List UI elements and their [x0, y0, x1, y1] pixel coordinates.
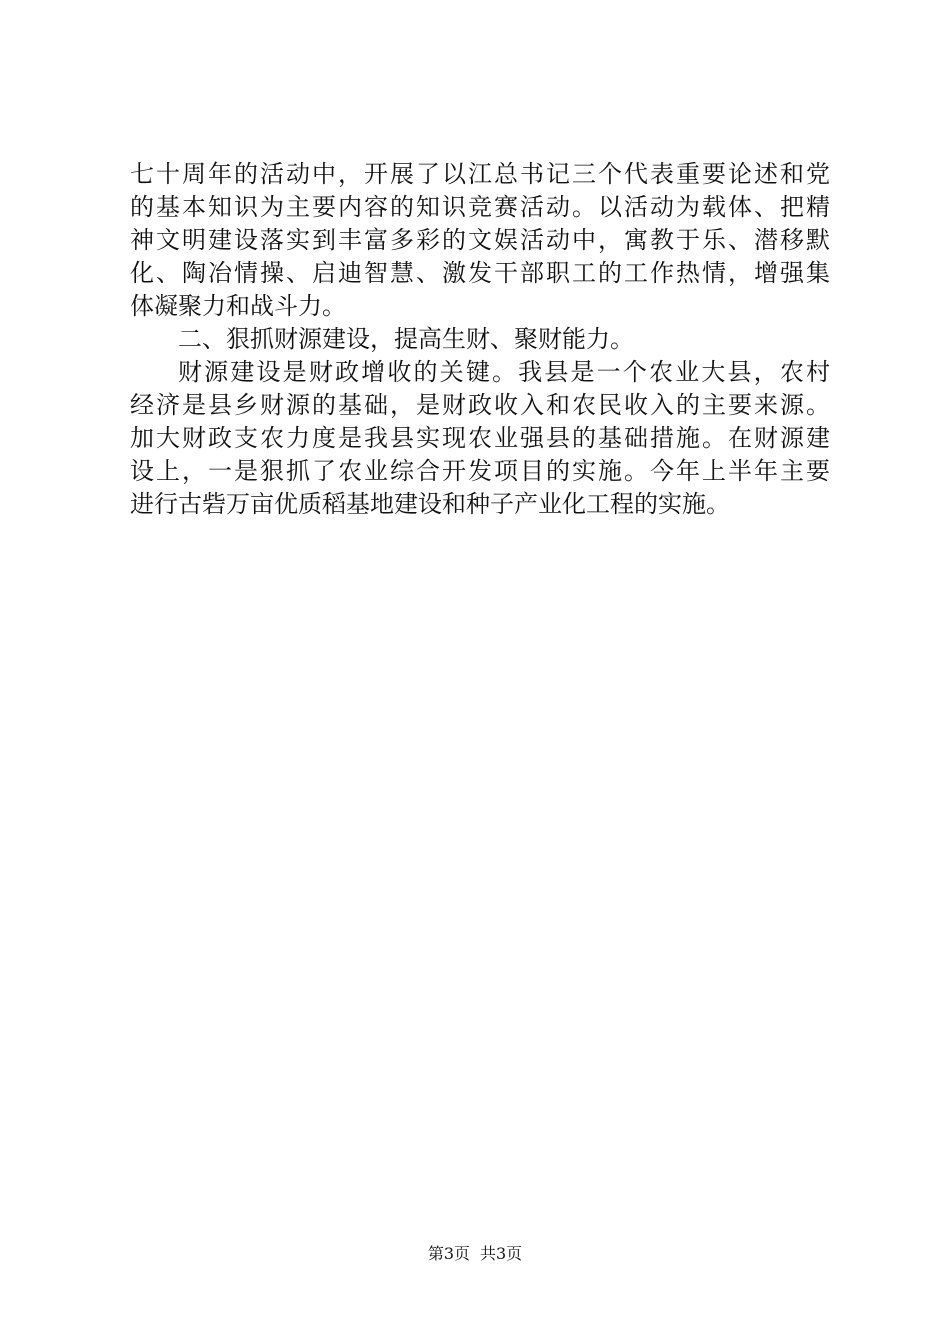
- body-line-11: 进行古砦万亩优质稻基地建设和种子产业化工程的实施。: [130, 490, 730, 518]
- body-line-9: 加大财政支农力度是我县实现农业强县的基础措施。在财源建: [130, 424, 830, 452]
- body-line-3: 神文明建设落实到丰富多彩的文娱活动中，寓教于乐、潜移默: [130, 226, 830, 254]
- body-line-4: 化、陶冶情操、启迪智慧、激发干部职工的工作热情，增强集: [130, 259, 830, 287]
- body-line-5: 体凝聚力和战斗力。: [130, 292, 346, 320]
- body-line-7: 财源建设是财政增收的关键。我县是一个农业大县，农村: [178, 358, 830, 386]
- body-line-10: 设上，一是狠抓了农业综合开发项目的实施。今年上半年主要: [130, 457, 830, 485]
- body-line-8: 经济是县乡财源的基础，是财政收入和农民收入的主要来源。: [130, 391, 830, 419]
- page-number: 第3页: [427, 1244, 470, 1263]
- page-footer: [0, 1243, 950, 1265]
- document-body: [130, 158, 830, 521]
- body-line-1: 七十周年的活动中，开展了以江总书记三个代表重要论述和党: [130, 160, 830, 188]
- body-line-2: 的基本知识为主要内容的知识竞赛活动。以活动为载体、把精: [130, 193, 830, 221]
- page-total: 共3页: [480, 1244, 523, 1263]
- section-heading: 二、狠抓财源建设，提高生财、聚财能力。: [178, 325, 634, 353]
